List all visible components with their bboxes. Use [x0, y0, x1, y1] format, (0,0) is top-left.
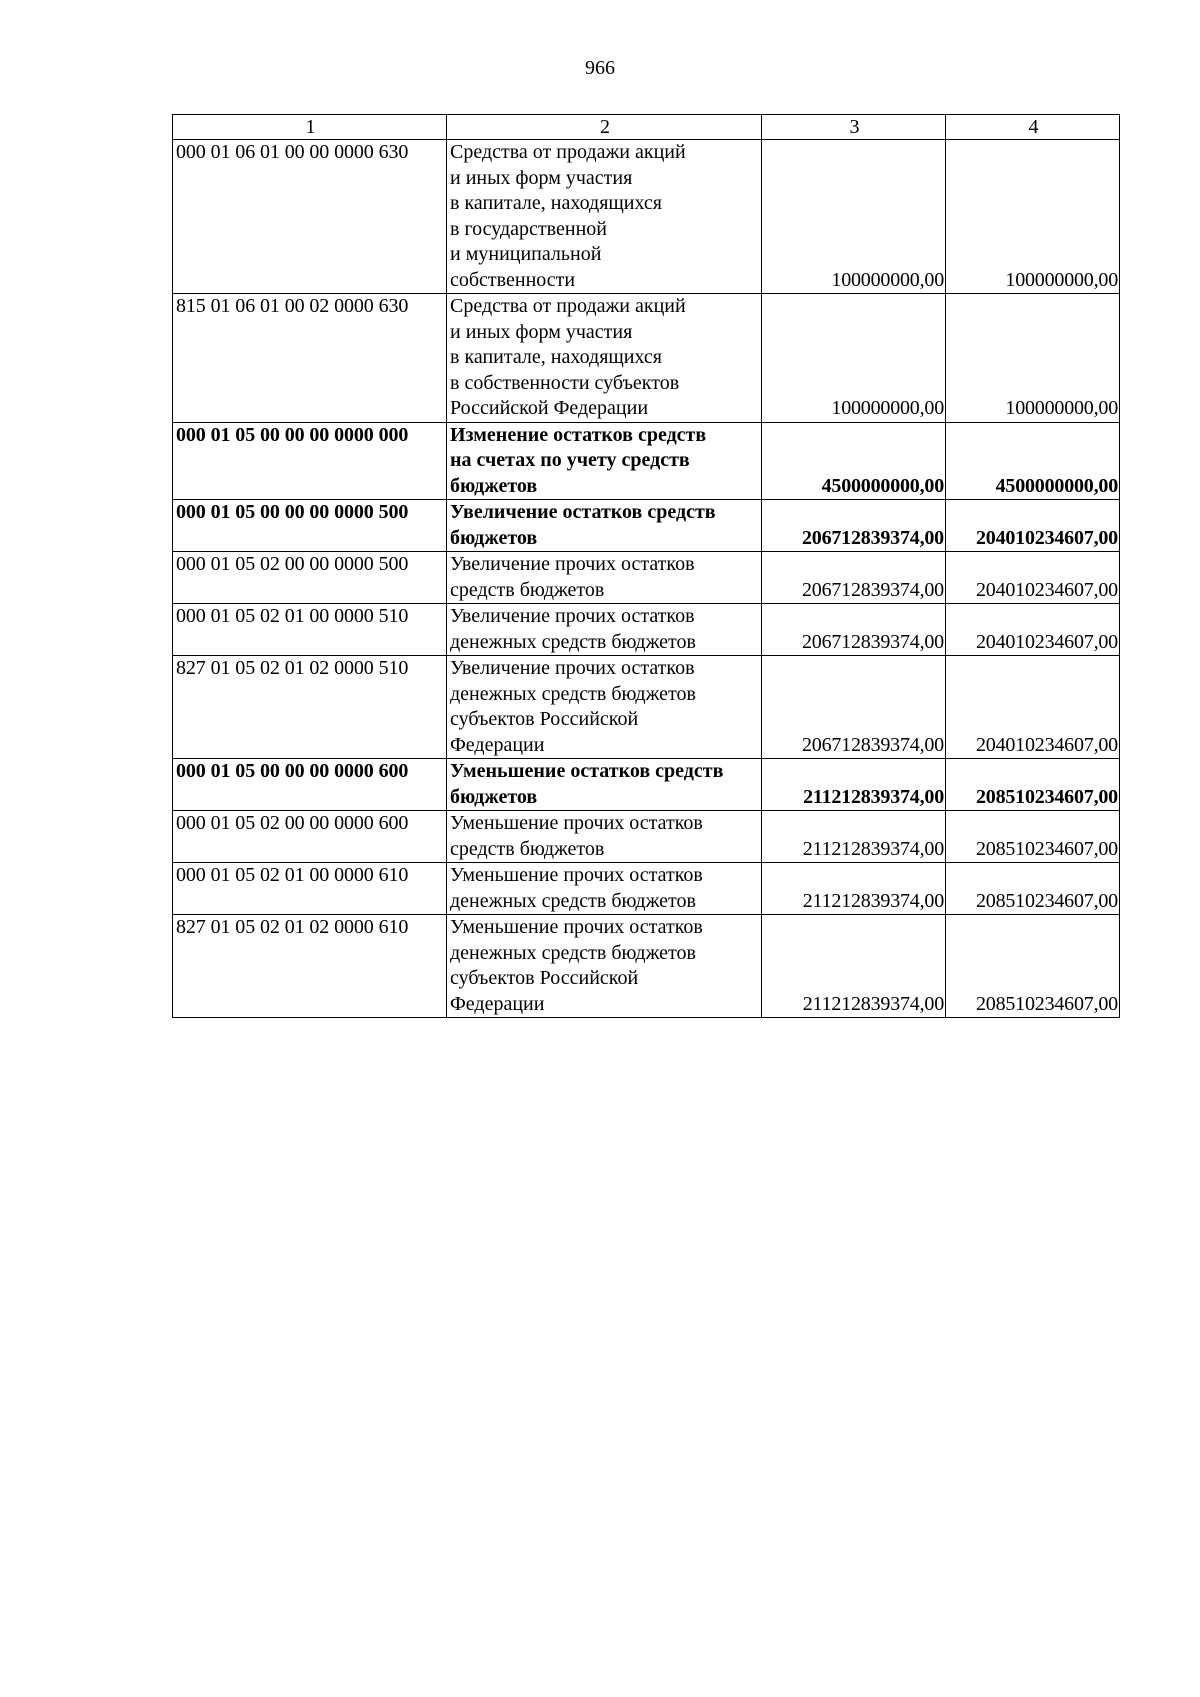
source-name-line: Средства от продажи акций: [450, 141, 686, 163]
source-name-line: денежных средств бюджетов: [450, 682, 696, 705]
classification-code: 815 01 06 01 00 02 0000 630: [173, 294, 447, 423]
amount-column-3: 211212839374,00: [762, 863, 946, 915]
source-name-line: Уменьшение прочих остатков: [450, 864, 703, 886]
source-name: [447, 294, 762, 423]
source-name-line: бюджетов: [450, 785, 538, 808]
source-name-line: Российской Федерации: [450, 397, 649, 419]
amount-column-4: 204010234607,00: [946, 604, 1120, 656]
source-name-line: субъектов Российской: [450, 967, 639, 989]
source-name-line: денежных средств бюджетов: [450, 941, 696, 964]
table-row: [173, 500, 1120, 552]
table-row: [173, 656, 1120, 759]
amount-column-4: 204010234607,00: [946, 552, 1120, 604]
source-name-line: собственности: [450, 268, 576, 291]
source-name: [447, 140, 762, 294]
source-name-line: в капитале, находящихся: [450, 346, 662, 368]
source-name-line: Уменьшение остатков средств: [450, 760, 724, 782]
source-name-line: в собственности субъектов: [450, 371, 680, 394]
amount-column-4: 100000000,00: [946, 140, 1120, 294]
source-name-line: в капитале, находящихся: [450, 192, 662, 214]
source-name-line: и иных форм участия: [450, 166, 633, 189]
table-row: [173, 294, 1120, 423]
classification-code: 000 01 05 02 00 00 0000 600: [173, 811, 447, 863]
source-name: [447, 422, 762, 500]
source-name-line: в государственной: [450, 217, 607, 240]
classification-code: 827 01 05 02 01 02 0000 510: [173, 656, 447, 759]
table-row: [173, 422, 1120, 500]
source-name-line: денежных средств бюджетов: [450, 889, 696, 912]
amount-column-3: 206712839374,00: [762, 552, 946, 604]
classification-code: 000 01 05 00 00 00 0000 000: [173, 422, 447, 500]
source-name-line: Увеличение прочих остатков: [450, 553, 695, 575]
source-name: [447, 915, 762, 1018]
source-name-line: Федерации: [450, 733, 545, 756]
amount-column-4: 100000000,00: [946, 294, 1120, 423]
amount-column-3: 211212839374,00: [762, 811, 946, 863]
source-name: [447, 759, 762, 811]
source-name: [447, 656, 762, 759]
source-name: [447, 604, 762, 656]
source-name: [447, 500, 762, 552]
source-name-line: Уменьшение прочих остатков: [450, 812, 703, 834]
header-row: [173, 115, 1120, 140]
classification-code: 000 01 05 00 00 00 0000 500: [173, 500, 447, 552]
column-header-2: 2: [447, 115, 762, 140]
table-row: [173, 604, 1120, 656]
amount-column-3: 100000000,00: [762, 294, 946, 423]
table-row: [173, 811, 1120, 863]
classification-code: 000 01 05 02 01 00 0000 510: [173, 604, 447, 656]
table-row: [173, 552, 1120, 604]
source-name-line: субъектов Российской: [450, 708, 639, 730]
table-body: [173, 140, 1120, 1018]
amount-column-4: 208510234607,00: [946, 759, 1120, 811]
amount-column-4: 208510234607,00: [946, 863, 1120, 915]
table-row: [173, 915, 1120, 1018]
source-name-line: денежных средств бюджетов: [450, 630, 696, 653]
table-header: [173, 115, 1120, 140]
budget-sources-table: [172, 114, 1120, 1018]
amount-column-3: 206712839374,00: [762, 500, 946, 552]
classification-code: 827 01 05 02 01 02 0000 610: [173, 915, 447, 1018]
source-name-line: средств бюджетов: [450, 578, 605, 601]
source-name: [447, 552, 762, 604]
source-name-line: бюджетов: [450, 526, 538, 549]
source-name-line: Уменьшение прочих остатков: [450, 916, 703, 938]
source-name-line: Средства от продажи акций: [450, 295, 686, 317]
source-name-line: бюджетов: [450, 474, 538, 497]
source-name-line: Изменение остатков средств: [450, 423, 707, 446]
source-name: [447, 863, 762, 915]
page-number: 966: [585, 57, 615, 79]
table-row: [173, 863, 1120, 915]
table-row: [173, 140, 1120, 294]
source-name-line: и муниципальной: [450, 243, 602, 265]
table-row: [173, 759, 1120, 811]
amount-column-4: 204010234607,00: [946, 500, 1120, 552]
source-name-line: Увеличение остатков средств: [450, 501, 716, 523]
amount-column-4: 208510234607,00: [946, 811, 1120, 863]
classification-code: 000 01 05 00 00 00 0000 600: [173, 759, 447, 811]
amount-column-4: 4500000000,00: [946, 422, 1120, 500]
amount-column-3: 206712839374,00: [762, 604, 946, 656]
amount-column-4: 204010234607,00: [946, 656, 1120, 759]
amount-column-3: 100000000,00: [762, 140, 946, 294]
source-name-line: Увеличение прочих остатков: [450, 657, 695, 679]
classification-code: 000 01 05 02 01 00 0000 610: [173, 863, 447, 915]
source-name: [447, 811, 762, 863]
amount-column-3: 206712839374,00: [762, 656, 946, 759]
source-name-line: Федерации: [450, 992, 545, 1015]
source-name-line: Увеличение прочих остатков: [450, 605, 695, 627]
classification-code: 000 01 05 02 00 00 0000 500: [173, 552, 447, 604]
source-name-line: средств бюджетов: [450, 837, 605, 860]
column-header-4: 4: [946, 115, 1120, 140]
classification-code: 000 01 06 01 00 00 0000 630: [173, 140, 447, 294]
amount-column-3: 211212839374,00: [762, 915, 946, 1018]
source-name-line: на счетах по учету средств: [450, 449, 690, 471]
amount-column-4: 208510234607,00: [946, 915, 1120, 1018]
column-header-3: 3: [762, 115, 946, 140]
column-header-1: 1: [173, 115, 447, 140]
amount-column-3: 4500000000,00: [762, 422, 946, 500]
amount-column-3: 211212839374,00: [762, 759, 946, 811]
source-name-line: и иных форм участия: [450, 320, 633, 343]
